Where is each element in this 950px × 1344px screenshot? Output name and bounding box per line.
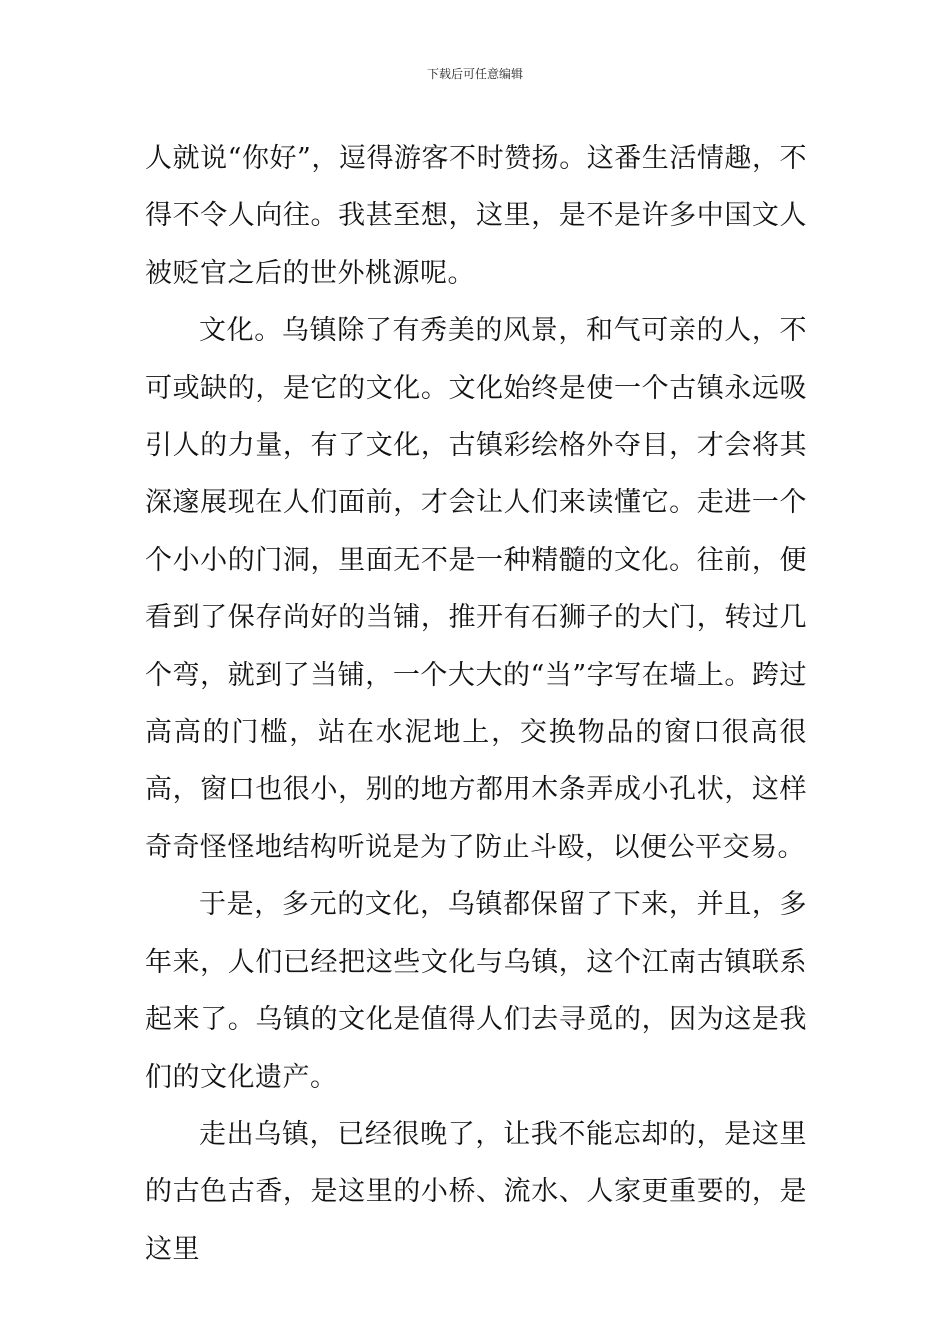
document-body xyxy=(145,130,807,1278)
paragraph-4: 走出乌镇，已经很晚了，让我不能忘却的，是这里的古色古香，是这里的小桥、流水、人家更重要的，是这里 xyxy=(145,1118,807,1265)
paragraph-3: 于是，多元的文化，乌镇都保留了下来，并且，多年来，人们已经把这些文化与乌镇，这个江南古镇联系起来了。乌镇的文化是值得人们去寻觅的，因为这是我们的文化遗产。 xyxy=(145,889,807,1093)
page-header: 下载后可任意编辑 xyxy=(426,67,523,81)
paragraph-2: 文化。乌镇除了有秀美的风景，和气可亲的人，不可或缺的，是它的文化。文化始终是使一个古镇永远吸引人的力量，有了文化，古镇彩绘格外夺目，才会将其深邃展现在人们面前，才会让人们来读懂它。走进一个个小小的门洞，里面无不是一种精髓的文化。往前，便看到了保存尚好的当铺，推开有石狮子的大门，转过几个弯，就到了当铺，一个大大的“当”字写在墙上。跨过高高的门槛，站在水泥地上，交换物品的窗口很高很高，窗口也很小，别的地方都用木条弄成小孔状，这样奇奇怪怪地结构听说是为了防止斗殴，以便公平交易。 xyxy=(145,315,807,863)
paragraph-1: 人就说“你好”，逗得游客不时赞扬。这番生活情趣，不得不令人向往。我甚至想，这里，是不是许多中国文人被贬官之后的世外桃源呢。 xyxy=(145,143,807,289)
